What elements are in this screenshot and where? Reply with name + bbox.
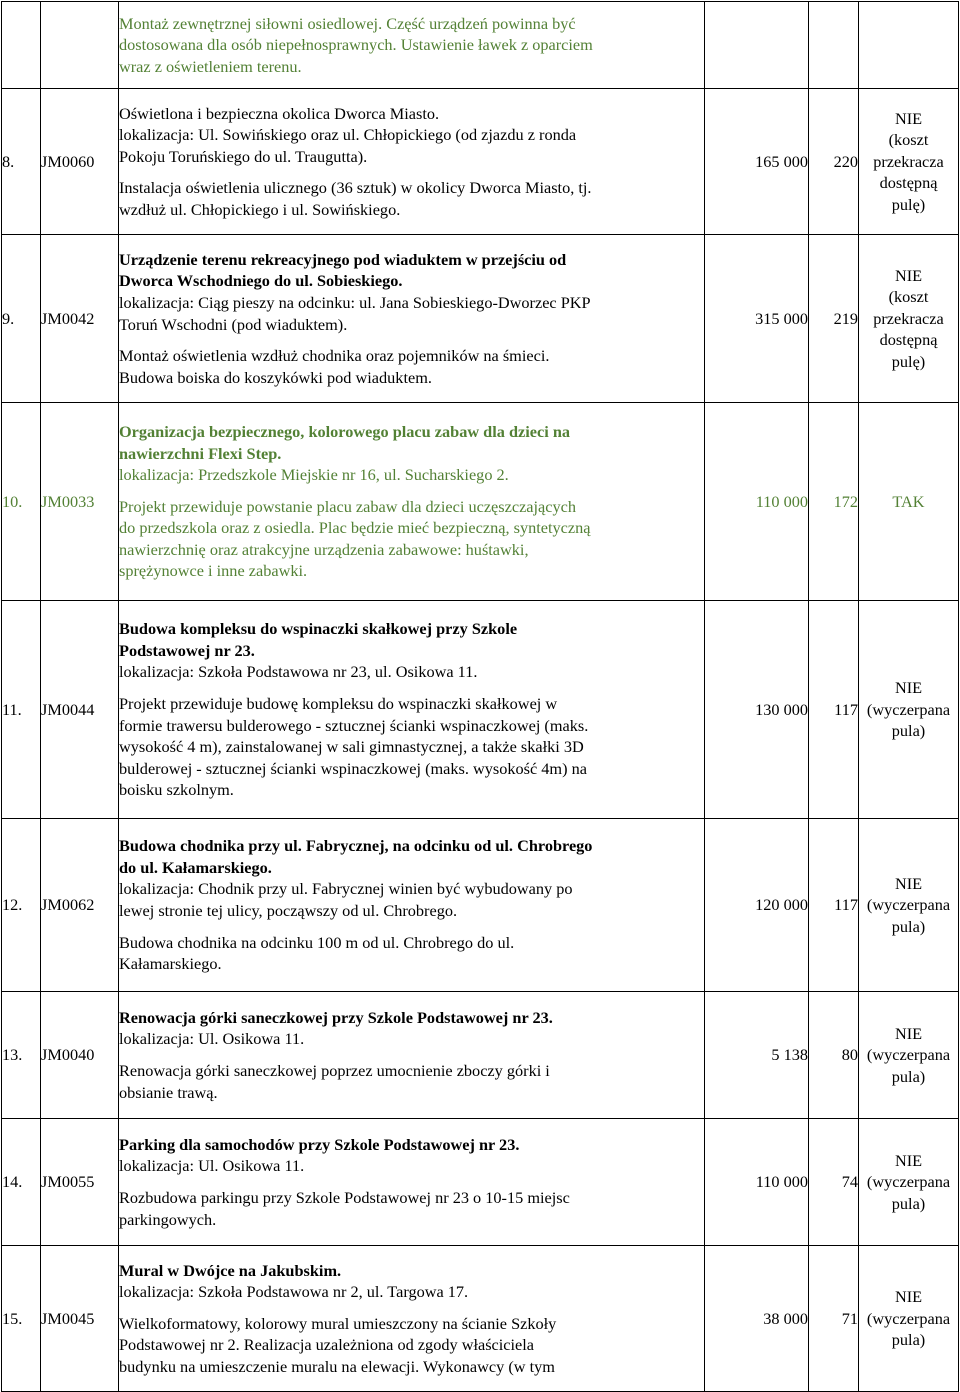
project-cost: 38 000 [705, 1246, 809, 1392]
project-code: JM0062 [41, 819, 119, 992]
description-line: Instalacja oświetlenia ulicznego (36 sztuk) w okolicy Dworca Miasto, tj. [119, 178, 592, 198]
result-line: dostępną [879, 330, 938, 350]
project-cost: 110 000 [705, 1119, 809, 1246]
project-title: Urządzenie terenu rekreacyjnego pod wiaduktem w przejściu od [119, 249, 567, 269]
project-title: Budowa chodnika przy ul. Fabrycznej, na odcinku od ul. Chrobrego [119, 836, 593, 856]
project-cost: 315 000 [705, 235, 809, 403]
description-line: Budowa chodnika na odcinku 100 m od ul. Chrobrego do ul. [119, 932, 515, 952]
project-code: JM0044 [41, 601, 119, 819]
project-result [859, 2, 959, 89]
project-location: lokalizacja: Szkoła Podstawowa nr 2, ul. Targowa 17. [119, 1282, 469, 1302]
projects-table [1, 1, 959, 1392]
table-row [2, 992, 959, 1119]
project-result [859, 403, 959, 601]
row-number: 10. [2, 403, 41, 601]
description-line: wzdłuż ul. Chłopickiego i ul. Sowińskiego. [119, 199, 401, 219]
description-line: Montaż oświetlenia wzdłuż chodnika oraz pojemników na śmieci. [119, 346, 550, 366]
description-line: wysokość 4 m), zainstalowanej w sali gimnastycznej, a także skałki 3D [119, 737, 584, 757]
project-location: lokalizacja: Ul. Sowińskiego oraz ul. Chłopickiego (od zjazdu z ronda [119, 125, 577, 145]
result-line: NIE [894, 1287, 923, 1307]
project-title: Renowacja górki saneczkowej przy Szkole Podstawowej nr 23. [119, 1007, 553, 1027]
result-line: (wyczerpana [866, 1172, 951, 1192]
project-result [859, 1246, 959, 1392]
project-votes: 71 [809, 1246, 859, 1392]
row-number: 13. [2, 992, 41, 1119]
row-number: 15. [2, 1246, 41, 1392]
project-votes: 117 [809, 601, 859, 819]
row-number: 11. [2, 601, 41, 819]
project-location: lokalizacja: Ul. Osikowa 11. [119, 1156, 305, 1176]
description-line: Projekt przewiduje powstanie placu zabaw dla dzieci uczęszczających [119, 496, 577, 516]
project-title: Budowa kompleksu do wspinaczki skałkowej przy Szkole [119, 619, 518, 639]
description-line: do przedszkola oraz z osiedla. Plac będzie mieć bezpieczną, syntetyczną [119, 518, 591, 538]
description-line: Renowacja górki saneczkowej poprzez umocnienie zboczy górki i [119, 1061, 550, 1080]
result-line: (wyczerpana [866, 1308, 951, 1328]
project-votes: 80 [809, 992, 859, 1119]
project-title: Parking dla samochodów przy Szkole Podstawowej nr 23. [119, 1134, 520, 1154]
description-line: Kałamarskiego. [119, 954, 222, 974]
description-line: Podstawowej nr 2. Realizacja uzależniona od zgody właściciela [119, 1335, 535, 1355]
result-line: (wyczerpana [866, 895, 951, 915]
description-line: formie trawersu bulderowego - sztucznej ścianki wspinaczkowej (maks. [119, 715, 589, 735]
result-line: NIE [894, 1023, 923, 1043]
project-result [859, 819, 959, 992]
result-line: (koszt [888, 287, 929, 307]
table-row [2, 601, 959, 819]
project-votes: 219 [809, 235, 859, 403]
result-line: NIE [894, 873, 923, 893]
result-line: NIE [894, 678, 923, 698]
table-row [2, 403, 959, 601]
project-description [119, 1246, 705, 1392]
project-result [859, 89, 959, 235]
project-location: lokalizacja: Szkoła Podstawowa nr 23, ul. Osikowa 11. [119, 662, 478, 682]
project-description [119, 89, 705, 235]
project-location: lokalizacja: Przedszkole Miejskie nr 16, ul. Sucharskiego 2. [119, 465, 509, 485]
project-description [119, 601, 705, 819]
table-row [2, 2, 959, 89]
description-line: nawierzchnię oraz atrakcyjne urządzenia zabawowe: huśtawki, [119, 539, 529, 559]
result-line: (koszt [888, 130, 929, 150]
table-row [2, 235, 959, 403]
result-line: pula) [891, 916, 926, 936]
project-result [859, 601, 959, 819]
result-line: pulę) [891, 194, 926, 214]
result-line: pula) [891, 1330, 926, 1350]
project-code: JM0042 [41, 235, 119, 403]
project-description [119, 819, 705, 992]
project-cost: 130 000 [705, 601, 809, 819]
result-line: pulę) [891, 351, 926, 371]
table-row [2, 89, 959, 235]
description-line: Wielkoformatowy, kolorowy mural umieszczony na ścianie Szkoły [119, 1313, 557, 1333]
project-location: lokalizacja: Ciąg pieszy na odcinku: ul. Jana Sobieskiego-Dworzec PKP [119, 292, 591, 312]
project-title: Organizacja bezpiecznego, kolorowego placu zabaw dla dzieci na [119, 421, 571, 441]
row-number: 9. [2, 235, 41, 403]
project-description [119, 1119, 705, 1246]
project-cost: 120 000 [705, 819, 809, 992]
project-location: Pokoju Toruńskiego do ul. Traugutta). [119, 146, 368, 166]
result-line: przekracza [873, 151, 944, 171]
project-cost [705, 2, 809, 89]
result-line: (wyczerpana [866, 699, 951, 719]
project-description [119, 235, 705, 403]
row-number: 8. [2, 89, 41, 235]
project-code: JM0060 [41, 89, 119, 235]
project-code: JM0045 [41, 1246, 119, 1392]
result-line: (wyczerpana [866, 1045, 951, 1065]
description-line: dostosowana dla osób niepełnosprawnych. Ustawienie ławek z oparciem [119, 35, 593, 55]
project-code: JM0040 [41, 992, 119, 1119]
description-line: Budowa boiska do koszykówki pod wiaduktem. [119, 367, 432, 387]
project-cost: 5 138 [705, 992, 809, 1119]
result-line: pula) [891, 721, 926, 741]
project-title: Dworca Wschodniego do ul. Sobieskiego. [119, 271, 403, 291]
row-number: 14. [2, 1119, 41, 1246]
table-row [2, 1246, 959, 1392]
project-code: JM0055 [41, 1119, 119, 1246]
project-title: Oświetlona i bezpieczna okolica Dworca Miasto. [119, 103, 440, 123]
project-votes: 172 [809, 403, 859, 601]
project-location: lokalizacja: Ul. Osikowa 11. [119, 1029, 305, 1049]
projects-table-body [2, 2, 959, 1392]
description-line: budynku na umieszczenie muralu na elewacji. Wykonawcy (w tym [119, 1356, 555, 1376]
description-line: sprężynowce i inne zabawki. [119, 561, 308, 581]
description-line: Rozbudowa parkingu przy Szkole Podstawowej nr 23 o 10-15 miejsc [119, 1188, 570, 1207]
result-line: NIE [894, 265, 923, 285]
description-line: bulderowej - sztucznej ścianki wspinaczkowej (maks. wysokość 4m) na [119, 758, 587, 778]
project-votes [809, 2, 859, 89]
project-title: Mural w Dwójce na Jakubskim. [119, 1260, 342, 1280]
row-number: 12. [2, 819, 41, 992]
project-title: do ul. Kałamarskiego. [119, 857, 272, 877]
result-line: dostępną [879, 173, 938, 193]
description-line: parkingowych. [119, 1209, 217, 1229]
project-votes: 117 [809, 819, 859, 992]
project-description [119, 403, 705, 601]
project-description [119, 2, 705, 89]
project-title: nawierzchni Flexi Step. [119, 443, 282, 463]
result-line: pula) [891, 1193, 926, 1213]
project-votes: 220 [809, 89, 859, 235]
project-result [859, 992, 959, 1119]
result-line: pula) [891, 1066, 926, 1086]
project-result [859, 1119, 959, 1246]
result-line: NIE [894, 108, 923, 128]
project-location: lewej stronie tej ulicy, począwszy od ul. Chrobrego. [119, 901, 458, 920]
result-line: NIE [894, 1150, 923, 1170]
project-cost: 110 000 [705, 403, 809, 601]
project-location: Toruń Wschodni (pod wiaduktem). [119, 314, 348, 334]
row-number [2, 2, 41, 89]
project-result [859, 235, 959, 403]
project-votes: 74 [809, 1119, 859, 1246]
project-location: lokalizacja: Chodnik przy ul. Fabrycznej winien być wybudowany po [119, 879, 573, 899]
project-title: Podstawowej nr 23. [119, 640, 255, 660]
project-cost: 165 000 [705, 89, 809, 235]
table-row [2, 1119, 959, 1246]
result-line: przekracza [873, 308, 944, 328]
project-code: JM0033 [41, 403, 119, 601]
description-line: Montaż zewnętrznej siłowni osiedlowej. Część urządzeń powinna być [119, 13, 576, 33]
table-row [2, 819, 959, 992]
description-line: obsianie trawą. [119, 1082, 218, 1102]
project-code [41, 2, 119, 89]
description-line: wraz z oświetleniem terenu. [119, 56, 302, 76]
description-line: boisku szkolnym. [119, 780, 234, 800]
description-line: Projekt przewiduje budowę kompleksu do wspinaczki skałkowej w [119, 693, 558, 713]
result-line: TAK [892, 491, 925, 511]
project-description [119, 992, 705, 1119]
